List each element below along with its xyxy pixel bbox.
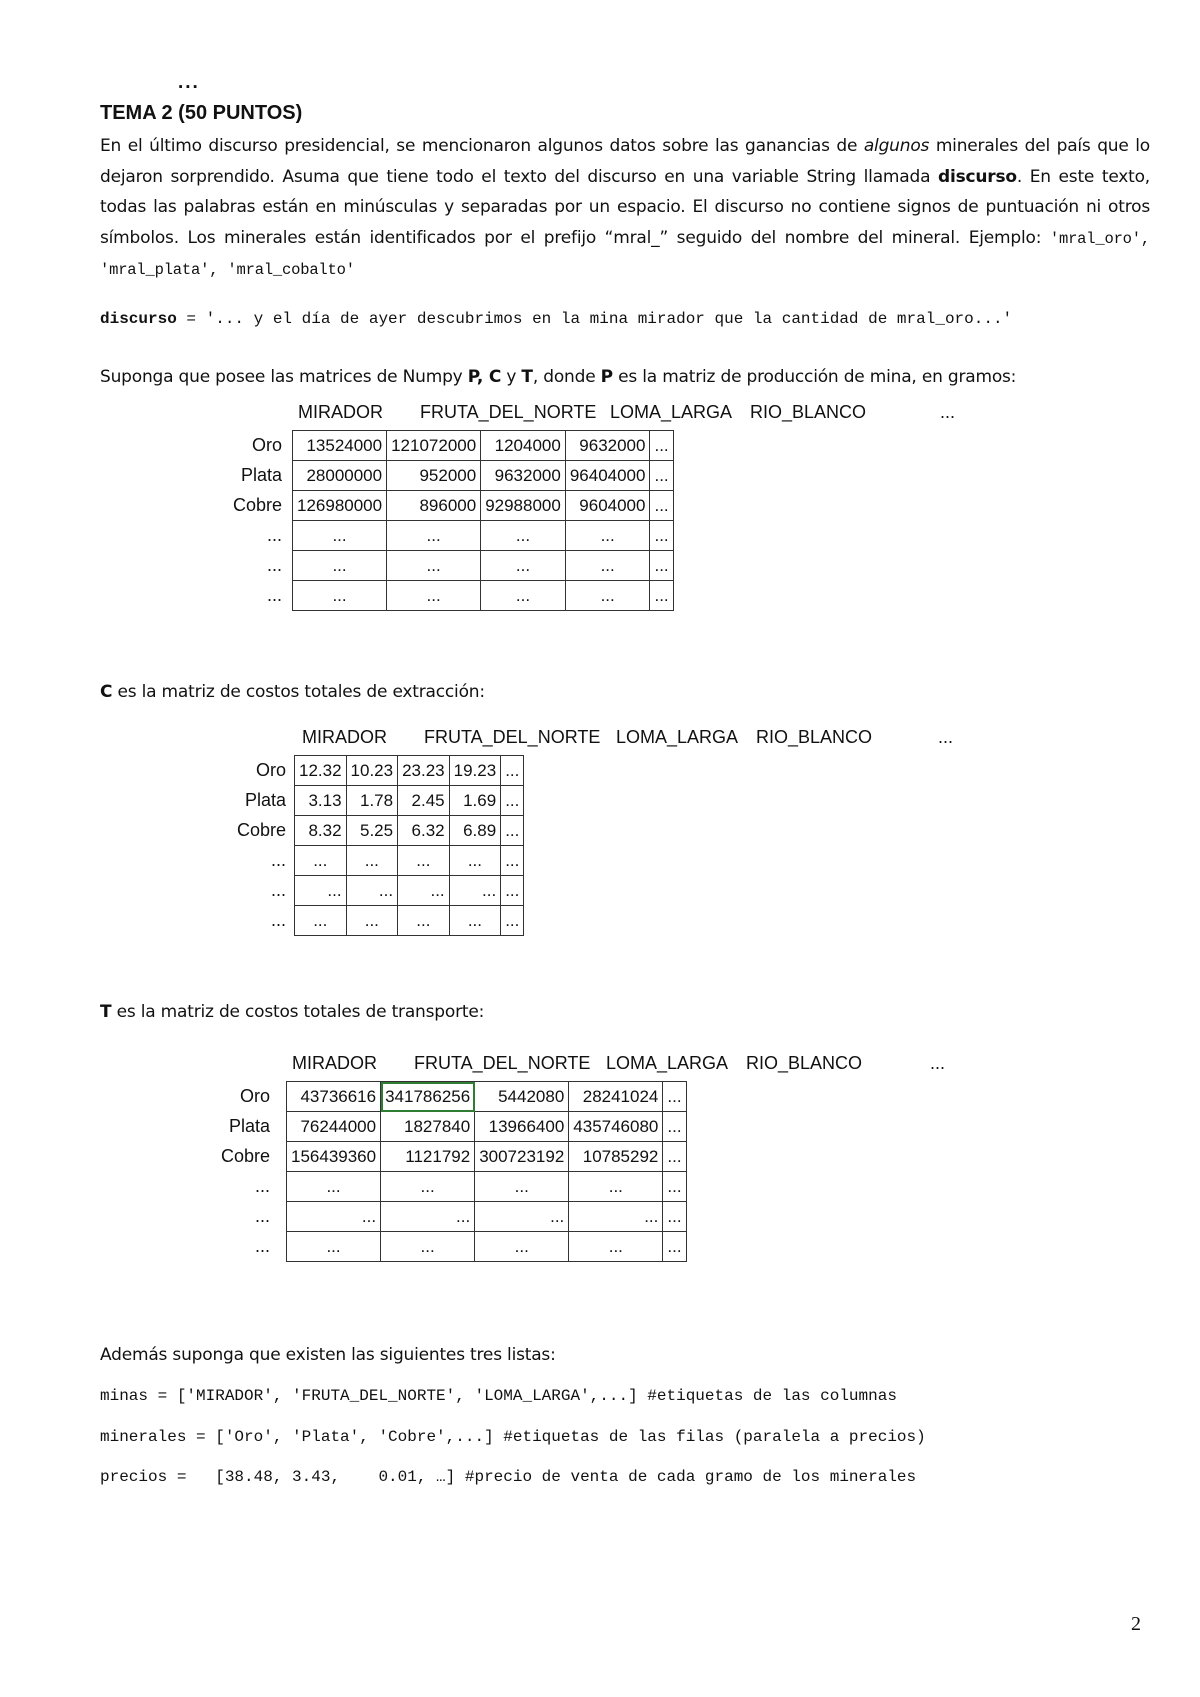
matrix-p-row-label: ...: [266, 585, 282, 605]
matrix-t-row-label: ...: [254, 1176, 270, 1196]
matrix-cell: ...: [287, 1232, 381, 1262]
matrix-c-row-label: Cobre: [236, 820, 286, 840]
table-row: [295, 786, 524, 816]
matrix-cell: 126980000: [293, 491, 387, 521]
matrix-cell: ...: [569, 1202, 663, 1232]
intro-text-2: minerales del país que lo dejaron sorprendido. Asuma que tiene todo el texto del discurso en una variable String llamada: [100, 136, 1150, 187]
intro-example-code: 'mral_oro', 'mral_plata', 'mral_cobalto': [100, 229, 1150, 279]
matrix-cell: 156439360: [287, 1142, 381, 1172]
table-row: [295, 906, 524, 936]
matrix-cell: ...: [663, 1202, 686, 1232]
p-intro-t1: Suponga que posee las matrices de Numpy: [100, 367, 468, 387]
matrix-cell: 6.32: [398, 816, 450, 846]
matrix-t-col-header: ...: [930, 1053, 946, 1073]
matrix-c-row-label: ...: [270, 850, 286, 870]
matrix-cell: ...: [295, 846, 347, 876]
matrix-c-row-label: ...: [270, 910, 286, 930]
matrix-c-col-header: FRUTA_DEL_NORTE: [424, 727, 601, 747]
matrix-cell: ...: [449, 846, 501, 876]
t-intro-line: [100, 1002, 484, 1022]
intro-italic: algunos: [863, 136, 930, 156]
matrix-cell: 1121792: [381, 1142, 475, 1172]
matrix-cell: 10.23: [346, 756, 398, 786]
matrix-c-col-header: ...: [938, 727, 954, 747]
matrix-c-col-header: MIRADOR: [302, 727, 387, 747]
matrix-p-row-label: Oro: [251, 435, 282, 455]
matrix-cell: ...: [381, 1232, 475, 1262]
matrix-cell: ...: [663, 1142, 686, 1172]
matrix-cell: ...: [287, 1202, 381, 1232]
table-row: [293, 431, 674, 461]
matrix-t-row-label: ...: [254, 1236, 270, 1256]
discurso-code-line: [100, 310, 1012, 328]
table-row: [293, 581, 674, 611]
matrix-t-table: [286, 1081, 687, 1262]
matrix-t-row-label: ...: [254, 1206, 270, 1226]
matrix-cell: 300723192: [475, 1142, 569, 1172]
top-ellipsis: ...: [178, 72, 200, 93]
matrix-cell: ...: [501, 846, 524, 876]
matrix-cell: ...: [398, 876, 450, 906]
matrix-cell: ...: [295, 876, 347, 906]
table-row: [287, 1232, 687, 1262]
matrix-cell: 2.45: [398, 786, 450, 816]
matrix-cell: 3.13: [295, 786, 347, 816]
table-row: [287, 1082, 687, 1112]
p-intro-t2: y: [501, 367, 522, 387]
matrix-cell: ...: [663, 1172, 686, 1202]
matrix-cell: ...: [650, 551, 673, 581]
matrix-cell: 23.23: [398, 756, 450, 786]
discurso-var: discurso: [100, 310, 177, 328]
matrix-cell: ...: [650, 431, 673, 461]
matrix-cell: ...: [650, 461, 673, 491]
table-row: [295, 876, 524, 906]
matrix-cell: ...: [569, 1232, 663, 1262]
table-row: [295, 846, 524, 876]
matrix-cell: 43736616: [287, 1082, 381, 1112]
matrix-cell: ...: [398, 906, 450, 936]
matrix-p-col-header: MIRADOR: [298, 402, 383, 422]
table-row: [293, 551, 674, 581]
matrix-cell: 121072000: [387, 431, 481, 461]
code-precios: precios = [38.48, 3.43, 0.01, …] #precio de venta de cada gramo de los minerales: [100, 1468, 917, 1486]
lists-intro: Además suponga que existen las siguientes tres listas:: [100, 1345, 556, 1365]
matrix-t-row-label: Oro: [239, 1086, 270, 1106]
matrix-cell: ...: [475, 1202, 569, 1232]
matrix-p-col-header: ...: [940, 402, 956, 422]
c-intro-t: es la matriz de costos totales de extracción:: [112, 682, 485, 702]
intro-bold-discurso: discurso: [937, 166, 1017, 187]
p-intro-t4: es la matriz de producción de mina, en gramos:: [612, 367, 1017, 387]
matrix-cell: ...: [293, 551, 387, 581]
matrix-cell: ...: [346, 846, 398, 876]
matrix-cell: ...: [663, 1112, 686, 1142]
code-minas: minas = ['MIRADOR', 'FRUTA_DEL_NORTE', 'LOMA_LARGA',...] #etiquetas de las columnas: [100, 1387, 897, 1405]
intro-text-1: En el último discurso presidencial, se mencionaron algunos datos sobre las ganancias de: [100, 136, 864, 156]
matrix-cell: ...: [295, 906, 347, 936]
matrix-cell: 5442080: [475, 1082, 569, 1112]
matrix-p-row-label: ...: [266, 525, 282, 545]
matrix-cell: 28000000: [293, 461, 387, 491]
matrix-cell: ...: [481, 581, 566, 611]
table-row: [293, 491, 674, 521]
matrix-p-row-label: Cobre: [232, 495, 282, 515]
matrix-cell: ...: [475, 1232, 569, 1262]
matrix-cell: 13524000: [293, 431, 387, 461]
matrix-cell: ...: [293, 521, 387, 551]
intro-paragraph: [100, 131, 1150, 286]
matrix-cell: 28241024: [569, 1082, 663, 1112]
matrix-cell: 1204000: [481, 431, 566, 461]
matrix-p-col-header: LOMA_LARGA: [610, 402, 733, 422]
matrix-p-row-label: Plata: [240, 465, 282, 485]
c-intro-b: C: [100, 682, 113, 702]
matrix-t-col-header: LOMA_LARGA: [606, 1053, 729, 1073]
matrix-p-table: [292, 430, 674, 611]
matrix-cell: 19.23: [449, 756, 501, 786]
table-row: [287, 1142, 687, 1172]
matrix-c-col-header: RIO_BLANCO: [756, 727, 873, 747]
matrix-t-row-label: Plata: [228, 1116, 270, 1136]
matrix-cell: 1.78: [346, 786, 398, 816]
matrix-cell: ...: [650, 581, 673, 611]
p-intro-t3: , donde: [532, 367, 601, 387]
matrix-c-col-header: LOMA_LARGA: [616, 727, 739, 747]
matrix-cell: ...: [287, 1172, 381, 1202]
t-intro-b: T: [100, 1002, 112, 1022]
matrix-cell: 10785292: [569, 1142, 663, 1172]
matrix-cell: 435746080: [569, 1112, 663, 1142]
matrix-cell: ...: [387, 551, 481, 581]
page-number: 2: [1131, 1613, 1141, 1635]
matrix-cell: ...: [663, 1232, 686, 1262]
matrix-cell: 76244000: [287, 1112, 381, 1142]
matrix-cell: ...: [501, 786, 524, 816]
section-title: TEMA 2 (50 PUNTOS): [100, 102, 303, 124]
matrix-cell: 9632000: [481, 461, 566, 491]
matrix-cell: 341786256: [381, 1082, 475, 1112]
table-row: [295, 756, 524, 786]
p-intro-b1: P, C: [467, 367, 502, 387]
matrix-cell: 896000: [387, 491, 481, 521]
matrix-cell: 13966400: [475, 1112, 569, 1142]
discurso-value: = '... y el día de ayer descubrimos en la mina mirador que la cantidad de mral_oro...': [176, 310, 1013, 328]
matrix-cell: ...: [650, 521, 673, 551]
matrix-cell: ...: [481, 521, 566, 551]
matrix-cell: ...: [565, 521, 650, 551]
table-row: [287, 1202, 687, 1232]
matrix-cell: ...: [398, 846, 450, 876]
table-row: [295, 816, 524, 846]
intro-text-3: . En este texto, todas las palabras están en minúsculas y separadas por un espacio. El discurso no contiene signos de puntuación ni otros símbolos. Los minerales están identificados por el prefijo “mral_” seguido del nombre del mineral. Ejemplo:: [100, 166, 1151, 248]
matrix-cell: ...: [565, 551, 650, 581]
c-intro-line: [100, 682, 485, 702]
matrix-t-row-label: Cobre: [220, 1146, 270, 1166]
matrix-cell: ...: [650, 491, 673, 521]
matrix-t-col-header: MIRADOR: [292, 1053, 377, 1073]
table-row: [287, 1172, 687, 1202]
matrix-cell: 5.25: [346, 816, 398, 846]
matrix-cell: ...: [663, 1082, 686, 1112]
matrix-t-col-header: RIO_BLANCO: [746, 1053, 863, 1073]
matrix-cell: ...: [346, 906, 398, 936]
matrix-p-col-header: RIO_BLANCO: [750, 402, 867, 422]
p-intro-line: [100, 367, 1016, 387]
matrix-cell: ...: [501, 876, 524, 906]
table-row: [287, 1112, 687, 1142]
matrix-cell: 1827840: [381, 1112, 475, 1142]
matrix-cell: ...: [381, 1172, 475, 1202]
matrix-cell: 9632000: [565, 431, 650, 461]
matrix-cell: ...: [501, 756, 524, 786]
matrix-cell: ...: [381, 1202, 475, 1232]
matrix-cell: ...: [569, 1172, 663, 1202]
matrix-c-row-label: Oro: [255, 760, 286, 780]
table-row: [293, 521, 674, 551]
matrix-c-table: [294, 755, 524, 936]
matrix-cell: ...: [293, 581, 387, 611]
matrix-p-row-label: ...: [266, 555, 282, 575]
matrix-cell: ...: [387, 581, 481, 611]
matrix-cell: ...: [475, 1172, 569, 1202]
matrix-cell: ...: [565, 581, 650, 611]
matrix-cell: ...: [449, 876, 501, 906]
matrix-cell: ...: [481, 551, 566, 581]
matrix-c-row-label: Plata: [244, 790, 286, 810]
matrix-cell: ...: [387, 521, 481, 551]
matrix-cell: ...: [346, 876, 398, 906]
p-intro-b3: P: [600, 367, 613, 387]
code-minerales: minerales = ['Oro', 'Plata', 'Cobre',...] #etiquetas de las filas (paralela a precios): [100, 1428, 926, 1446]
matrix-t-col-header: FRUTA_DEL_NORTE: [414, 1053, 591, 1073]
matrix-cell: ...: [501, 816, 524, 846]
p-intro-b2: T: [521, 367, 533, 387]
matrix-cell: ...: [501, 906, 524, 936]
matrix-cell: 9604000: [565, 491, 650, 521]
matrix-cell: ...: [449, 906, 501, 936]
matrix-cell: 8.32: [295, 816, 347, 846]
matrix-c-row-label: ...: [270, 880, 286, 900]
matrix-cell: 952000: [387, 461, 481, 491]
matrix-cell: 96404000: [565, 461, 650, 491]
matrix-cell: 6.89: [449, 816, 501, 846]
matrix-cell: 1.69: [449, 786, 501, 816]
matrix-p-col-header: FRUTA_DEL_NORTE: [420, 402, 597, 422]
matrix-cell: 92988000: [481, 491, 566, 521]
matrix-cell: 12.32: [295, 756, 347, 786]
table-row: [293, 461, 674, 491]
t-intro-t: es la matriz de costos totales de transporte:: [111, 1002, 485, 1022]
